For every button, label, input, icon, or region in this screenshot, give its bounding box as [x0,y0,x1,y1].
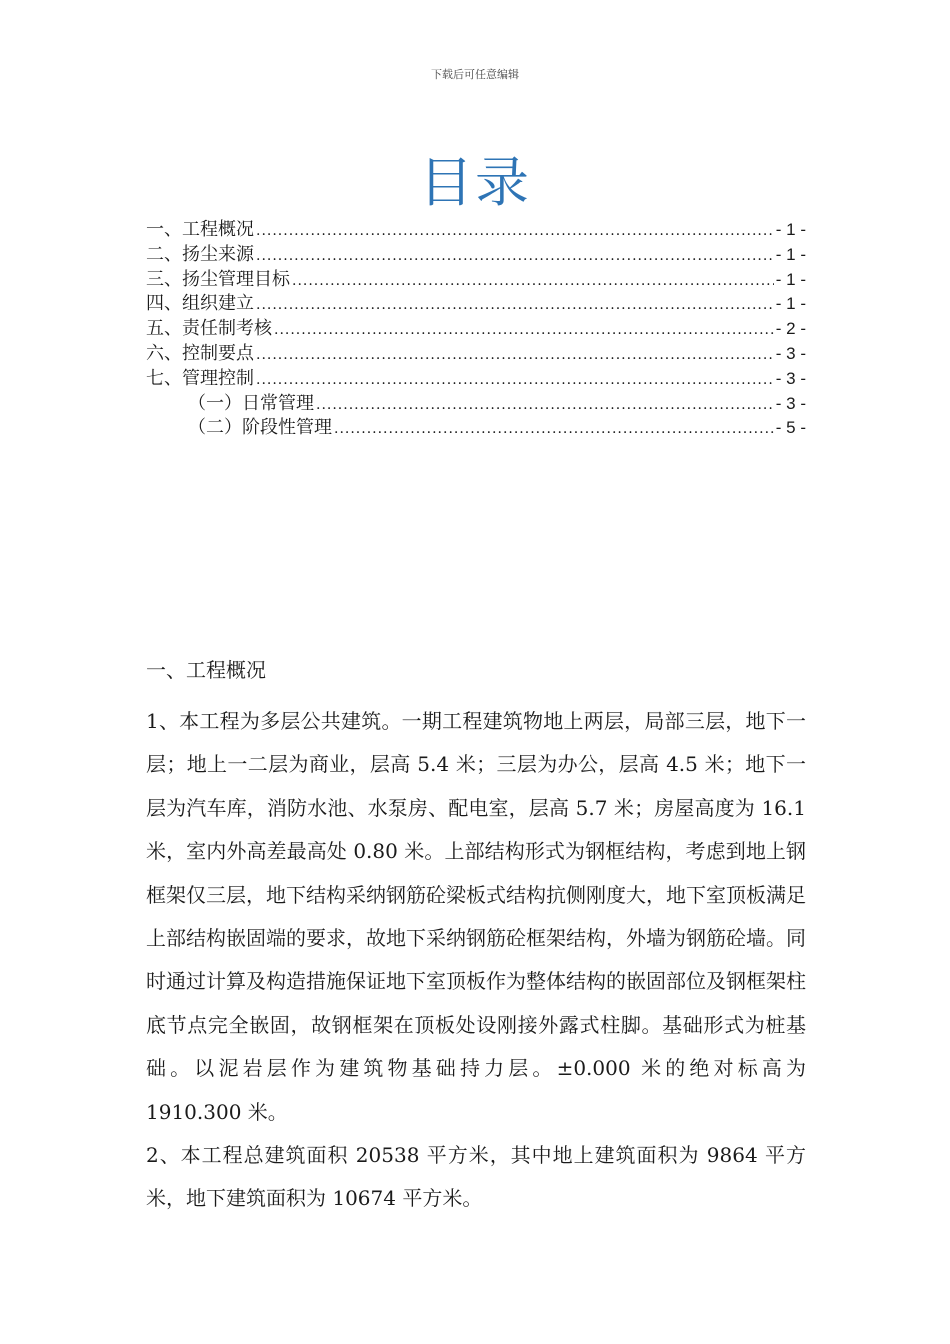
toc-entry-label: 六、控制要点 [146,342,254,364]
toc-entry-label: （一）日常管理 [188,392,314,414]
toc-entry-page: - 3 - [775,393,806,413]
toc-subentry[interactable] [146,416,806,441]
body-paragraph: 1、本工程为多层公共建筑。一期工程建筑物地上两层，局部三层，地下一层；地上一二层为商业，层高 5.4 米；三层为办公，层高 4.5 米；地下一层为汽车库，消防水池、水泵房、配电室，层高 5.7 米；房屋高度为 16.1 米，室内外高差最高处 0.80 米。上部结构形式为钢框结构，考虑到地上钢框架仅三层，地下结构采纳钢筋砼梁板式结构抗侧刚度大，地下室顶板满足上部结构嵌固端的要求，故地下采纳钢筋砼框架结构，外墙为钢筋砼墙。同时通过计算及构造措施保证地下室顶板作为整体结构的嵌固部位及钢框架柱底节点完全嵌固，故钢框架在顶板处设刚接外露式柱脚。基础形式为桩基础。以泥岩层作为建筑物基础持力层。±0.000 米的绝对标高为 1910.300 米。 [146,709,806,1124]
toc-entry-page: - 2 - [775,319,806,339]
toc-dot-leader [274,318,774,343]
toc-entry[interactable] [146,218,806,243]
toc-entry[interactable] [146,243,806,268]
section-body [146,700,806,1221]
toc-entry-page: - 3 - [775,343,806,363]
toc-entry-page: - 3 - [775,368,806,388]
toc-entry-page: - 5 - [775,418,806,438]
section-heading: 一、工程概况 [146,658,266,682]
toc-dot-leader [292,269,774,294]
toc-entry-label: 四、组织建立 [146,293,254,315]
toc-dot-leader [256,368,774,393]
toc-dot-leader [256,293,774,318]
toc-title: 目录 [419,151,531,214]
toc-entry[interactable] [146,317,806,342]
toc-entry-label: （二）阶段性管理 [188,417,332,439]
toc-entry-label: 三、扬尘管理目标 [146,268,290,290]
body-paragraph: 2、本工程总建筑面积 20538 平方米，其中地上建筑面积为 9864 平方米，地下建筑面积为 10674 平方米。 [146,1143,806,1211]
toc-dot-leader [256,343,774,368]
header-note: 下载后可任意编辑 [431,68,519,81]
toc-entry-page: - 1 - [775,220,806,239]
toc-entry-label: 二、扬尘来源 [146,243,254,265]
toc-entry[interactable] [146,268,806,293]
toc-entry-page: - 1 - [775,294,806,314]
toc-entry-page: - 1 - [775,244,806,264]
toc-entry[interactable] [146,367,806,392]
toc-dot-leader [316,393,774,418]
toc-entry-label: 五、责任制考核 [146,318,272,340]
toc-entry[interactable] [146,342,806,367]
toc-entry-label: 七、管理控制 [146,367,254,389]
table-of-contents [146,218,806,441]
toc-dot-leader [256,244,774,269]
toc-dot-leader [334,417,774,442]
toc-entry[interactable] [146,292,806,317]
toc-entry-label: 一、工程概况 [146,219,254,240]
toc-dot-leader [256,219,774,244]
toc-entry-page: - 1 - [775,269,806,289]
toc-subentry[interactable] [146,392,806,417]
